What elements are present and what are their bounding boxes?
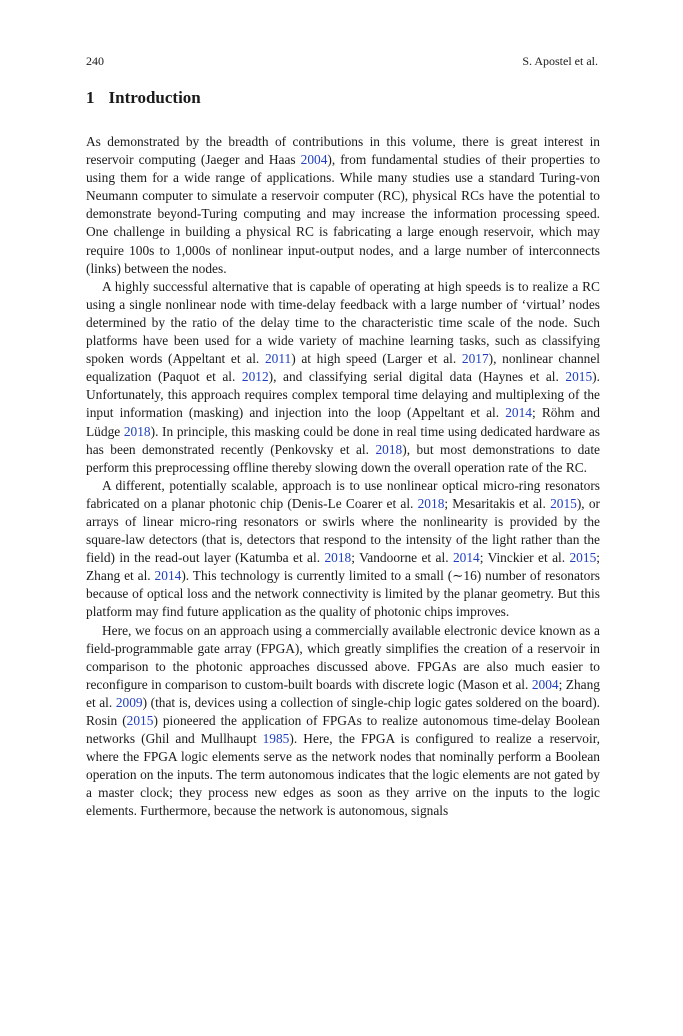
citation-year-link[interactable]: 2018 xyxy=(417,495,445,511)
section-title: Introduction xyxy=(108,88,201,107)
citation-year-link[interactable]: 2018 xyxy=(375,441,403,457)
running-head xyxy=(86,54,598,68)
paragraph-text: ), or arrays of linear micro-ring resonators or swirls where the nonlinearity is provided by the square-law detectors (that is, detectors that respond to the intensity of the light rather than the field) in the read-out layer (Katumba et al. xyxy=(86,495,601,566)
citation-year-link[interactable]: 2018 xyxy=(123,423,151,439)
citation-year-link[interactable]: 2015 xyxy=(126,713,154,728)
section-heading xyxy=(86,88,201,108)
paragraph-text: ), from fundamental studies of their properties to using them for a wide range of applications. While many studies use a standard Turing-von Neumann computer to simulate a reservoir computer (RC), physical RCs have the potential to demonstrate beyond-Turing computing and may increase the information processing speed. One challenge in building a physical RC is fabricating a large enough reservoir, which may require 100s to 1,000s of nonlinear input-output nodes, and a large number of interconnects (links) between the nodes. xyxy=(86,152,601,276)
paragraph-text: A different, potentially scalable, approach is to use nonlinear optical micro-ring resonators fabricated on a planar photonic chip (Denis-Le Coarer et al. xyxy=(86,477,600,511)
citation-year-link[interactable]: 2014 xyxy=(505,405,532,421)
paragraph-text: ) pioneered the application of FPGAs to realize autonomous time-delay Boolean networks (Ghil and Mullhaupt xyxy=(86,713,600,747)
paragraph-text: ), but most demonstrations to date perform this preprocessing offline thereby slowing down the overall operation rate of the RC. xyxy=(86,441,600,475)
paragraph-1 xyxy=(86,133,600,278)
paragraph-text: ; Vinckier et al. xyxy=(479,550,570,566)
section-number: 1 xyxy=(86,88,95,107)
body-text xyxy=(86,133,600,821)
paragraph-text: ) at high speed (Larger et al. xyxy=(291,351,462,367)
paragraph-text: ; Vandoorne et al. xyxy=(351,550,453,566)
paragraph-text: As demonstrated by the breadth of contributions in this volume, there is great interest in reservoir computing (Jaeger and Haas xyxy=(86,134,600,168)
paragraph-text: ; Mesaritakis et al. xyxy=(444,495,551,511)
citation-year-link[interactable]: 2015 xyxy=(565,369,593,385)
citation-year-link[interactable]: 2014 xyxy=(452,550,480,566)
paragraph-4 xyxy=(86,622,600,821)
paragraph-text: ; Röhm and Lüdge xyxy=(86,405,600,439)
paragraph-2 xyxy=(86,278,600,477)
citation-year-link[interactable]: 2017 xyxy=(461,351,489,367)
citation-year-link[interactable]: 2015 xyxy=(550,495,577,511)
citation-year-link[interactable]: 2011 xyxy=(264,351,292,367)
citation-year-link[interactable]: 2004 xyxy=(300,152,328,168)
paragraph-text: ). Here, the FPGA is configured to realize a reservoir, where the FPGA logic elements serve as the network nodes that nominally perform a Boolean operation on the inputs. The term autonomous indicates that the logic elements are not gated by a master clock; they process new edges as soon as they arrive on the inputs to the logic elements. Furthermore, because the network is autonomous, signals xyxy=(86,731,600,819)
paragraph-text: Here, we focus on an approach using a commercially available electronic device known as a field-programmable gate array (FPGA), which greatly simplifies the creation of a reservoir in comparison to the photonic approaches discussed above. FPGAs are also much easier to reconfigure in comparison to custom-built boards with discrete logic (Mason et al. xyxy=(86,622,600,692)
citation-year-link[interactable]: 2014 xyxy=(154,568,182,584)
paragraph-text: ). Unfortunately, this approach requires complex temporal time delaying and multiplexing of the input information (masking) and injection into the loop (Appeltant et al. xyxy=(86,369,600,421)
paragraph-text: ). In principle, this masking could be done in real time using dedicated hardware as has been demonstrated recently (Penkovsky et al. xyxy=(86,423,600,457)
paragraph-text: ) (that is, devices using a collection of single-chip logic gates soldered on the board). Rosin ( xyxy=(86,694,601,728)
citation-year-link[interactable]: 2004 xyxy=(531,676,559,692)
citation-year-link[interactable]: 1985 xyxy=(262,731,290,747)
paragraph-3 xyxy=(86,477,600,622)
citation-year-link[interactable]: 2009 xyxy=(115,694,143,710)
citation-year-link[interactable]: 2012 xyxy=(241,369,269,385)
paragraph-text: ; Zhang et al. xyxy=(86,550,600,584)
paragraph-text: A highly successful alternative that is capable of operating at high speeds is to realize a RC using a single nonlinear node with time-delay feedback with a large number of ‘virtual’ nodes determined by the ratio of the delay time to the characteristic time scale of the node. Such platforms have been used for a wide variety of machine learning tasks, such as classifying spoken words (Appeltant et al. xyxy=(86,278,600,367)
paragraph-text: ), nonlinear channel equalization (Paquot et al. xyxy=(86,351,600,385)
paragraph-text: ; Zhang et al. xyxy=(86,676,600,710)
citation-year-link[interactable]: 2015 xyxy=(569,550,597,566)
paragraph-text: ), and classifying serial digital data (Haynes et al. xyxy=(268,369,566,385)
paragraph-text: ). This technology is currently limited to a small (∼16) number of resonators because of optical loss and the network connectivity is limited by the planar geometry. But this platform may find future application as the quality of photonic chips improves. xyxy=(86,568,600,620)
running-head-authors: S. Apostel et al. xyxy=(522,54,598,68)
page-number: 240 xyxy=(86,54,104,68)
citation-year-link[interactable]: 2018 xyxy=(324,550,352,566)
